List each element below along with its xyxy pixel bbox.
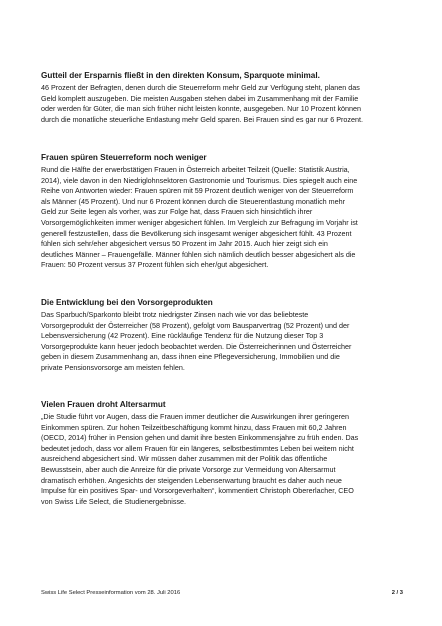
paragraph-line: Rund die Hälfte der erwerbstätigen Frauen in Österreich arbeitet Teilzeit (Quelle: Statistik Austria, (41, 165, 350, 174)
section-paragraph (41, 412, 403, 507)
section-old-age-poverty (41, 399, 403, 507)
section-heading: Gutteil der Ersparnis fließt in den direkten Konsum, Sparquote minimal. (41, 71, 320, 80)
paragraph-line: als Männer (45 Prozent). Und nur 6 Prozent können durch die Steuerentlastung monatlich mehr (41, 196, 346, 206)
paragraph-line: Vorsorgeprodukte kann heuer jedoch beobachtet werden. Die Österreicherinnen und Österreicher (41, 341, 352, 351)
paragraph-line: Vorsorgemöglichkeiten immer weniger abgesichert fühlen. Im Vergleich zur Befragung im Vorjahr ist (41, 217, 358, 227)
section-consumption (41, 70, 403, 125)
page-footer (41, 590, 403, 600)
section-pension-products (41, 297, 403, 374)
paragraph-line: bedeutet jedoch, dass vor allem Frauen für ein längeres, selbstbestimmtes Leben bei weitem nicht (41, 443, 354, 453)
paragraph-line: oder werden für Güter, die man sich früher nicht leisten konnte, ausgegeben. Nur 10 Prozent können (41, 104, 362, 114)
footer-press-info: Swiss Life Select Presseinformation vom 28. Juli 2016 (41, 590, 181, 596)
section-paragraph (41, 165, 403, 271)
paragraph-line: fühlen sich sehr/eher abgesichert versus 50 Prozent im Jahr 2015. Auch hier zeigt sich ein (41, 239, 328, 249)
paragraph-line: Das Sparbuch/Sparkonto bleibt trotz niedrigster Zinsen nach wie vor das beliebteste (41, 310, 309, 319)
paragraph-line: dramatisch erhöhen. Angesichts der steigenden Lebenserwartung braucht es daher auch neue (41, 475, 342, 485)
paragraph-line: Vorsorgeprodukt der Österreicher (58 Prozent), gefolgt vom Bausparvertrag (52 Prozent) und der (41, 320, 350, 330)
paragraph-line: „Die Studie führt vor Augen, dass die Frauen immer deutlicher die Auswirkungen ihrer geringeren (41, 412, 350, 421)
paragraph-line: Geld komplett auszugeben. Die meisten Ausgaben stehen dabei im Zusammenhang mit der Familie (41, 93, 359, 103)
paragraph-line: (OECD, 2014) früher in Pension gehen und damit ihre besten Einkommensjahre zu früh enden. Das (41, 433, 359, 443)
paragraph-line: von Swiss Life Select, die Studienergebnisse. (41, 496, 187, 506)
section-paragraph (41, 310, 403, 374)
section-paragraph (41, 83, 403, 125)
paragraph-line: generell festzustellen, dass die Bevölkerung sich insgesamt weniger abgesichert fühlt. 43 Prozent (41, 228, 352, 238)
section-heading: Frauen spüren Steuerreform noch weniger (41, 153, 207, 162)
paragraph-line: Frauen: 50 Prozent versus 37 Prozent fühlen sich eher/gut abgesichert. (41, 260, 269, 270)
paragraph-line: durch die monatliche steuerliche Entlastung mehr Geld sparen. Bei Frauen sind es gar nur 6 Prozent. (41, 114, 364, 124)
paragraph-line: Reihe von Antworten wieder: Frauen spüren mit 59 Prozent deutlich weniger von der Steuerreform (41, 186, 354, 196)
paragraph-line: Einkommen spüren. Zur hohen Teilzeitbeschäftigung kommt hinzu, dass Frauen mit 60,2 Jahren (41, 422, 347, 432)
paragraph-line: Impulse für ein positives Spar- und Vorsorgeverhalten“, kommentiert Christoph Obererlacher, CEO (41, 486, 354, 496)
section-women-tax-reform (41, 152, 403, 271)
section-heading: Die Entwicklung bei den Vorsorgeprodukten (41, 298, 213, 307)
paragraph-line: 2014), viele davon in den Niedriglohnsektoren Gastronomie und Tourismus. Dies spiegelt auch eine (41, 175, 358, 185)
paragraph-line: 46 Prozent der Befragten, denen durch die Steuerreform mehr Geld zur Verfügung steht, planen das (41, 83, 360, 92)
paragraph-line: deutliches Männer – Frauengefälle. Männer fühlen sich nämlich deutlich besser abgesichert als die (41, 249, 356, 259)
section-heading: Vielen Frauen droht Altersarmut (41, 400, 166, 409)
page-number: 2 / 3 (391, 590, 403, 596)
paragraph-line: ausreichend abgesichert sind. Wir müssen daher zusammen mit der Politik das öffentliche (41, 454, 328, 464)
paragraph-line: Bewusstsein, aber auch die Anreize für die private Vorsorge zur Vermeidung von Altersarmut (41, 464, 336, 474)
paragraph-line: private Pensionsvorsorge am meisten fehlen. (41, 362, 185, 372)
paragraph-line: Geld zur Seite legen als vorher, was zur Folge hat, dass Frauen sich hinsichtlich ihrer (41, 207, 313, 217)
paragraph-line: Lebensversicherung (42 Prozent). Eine rückläufige Tendenz für die Nutzung dieser Top 3 (41, 331, 324, 341)
paragraph-line: geben in diesem Zusammenhang an, dass ihnen eine Pflegeversicherung, Immobilien und die (41, 352, 340, 362)
